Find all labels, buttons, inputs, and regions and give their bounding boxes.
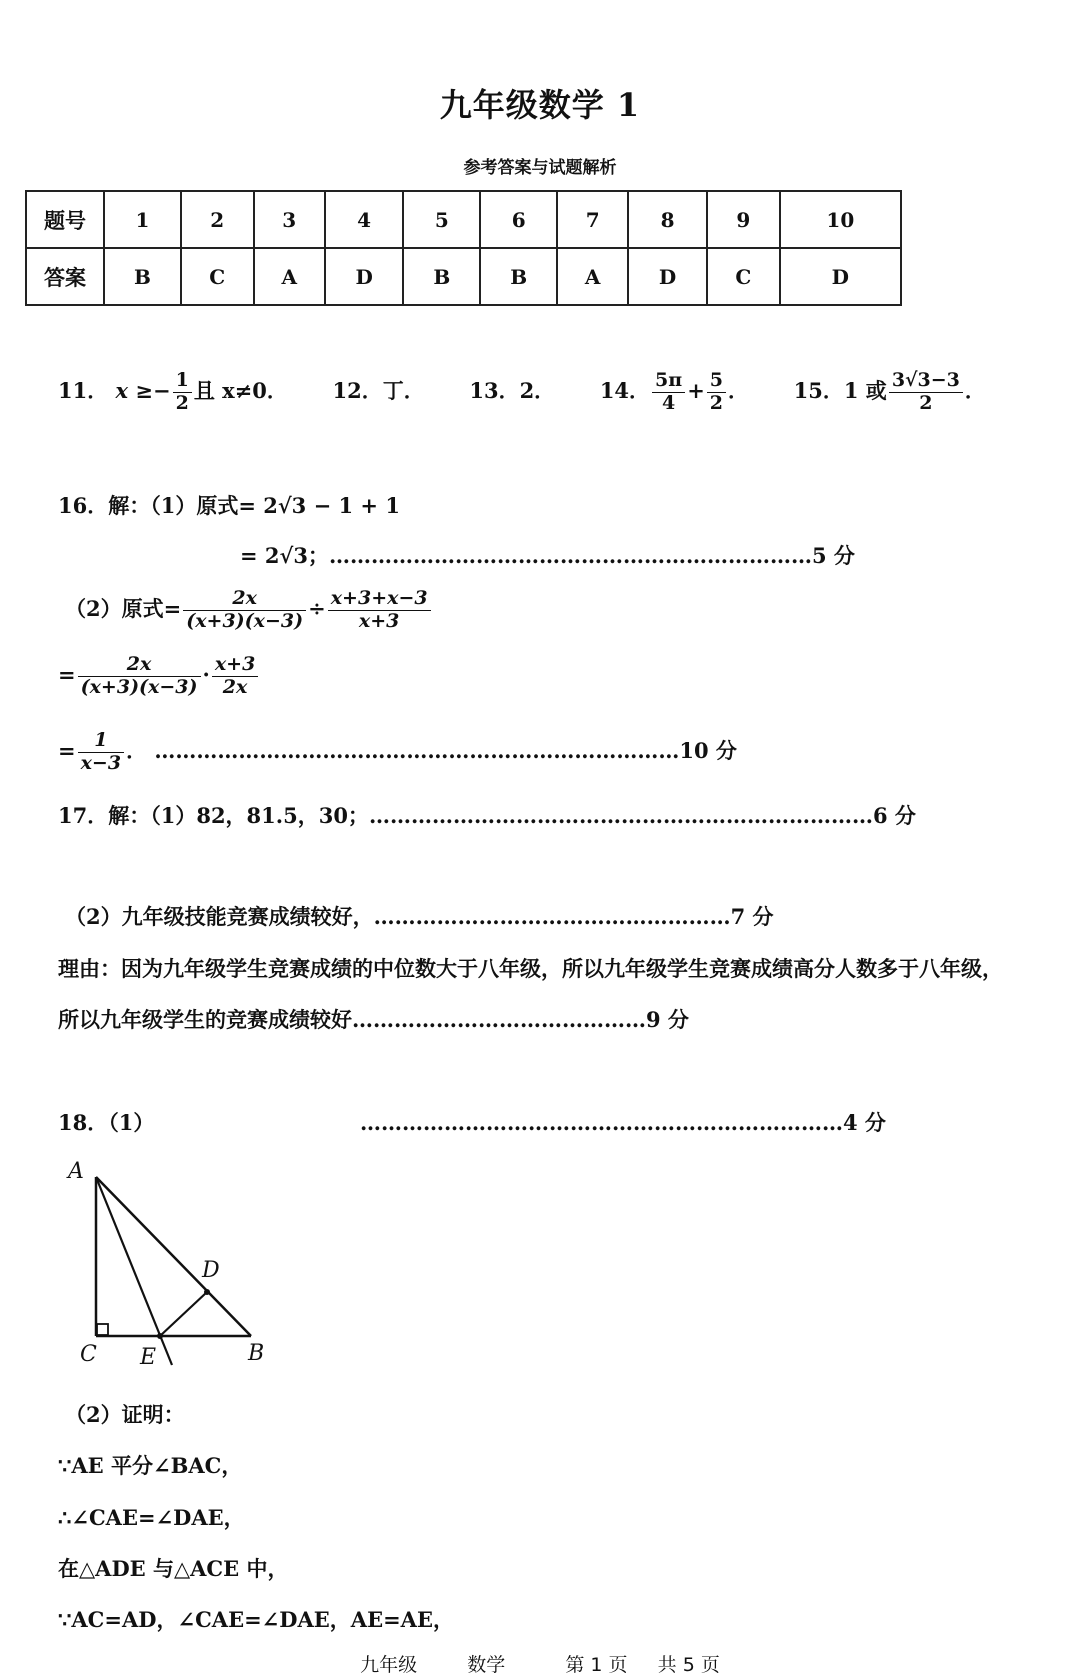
q16-f1-den: (x+3)(x−3) (186, 609, 304, 632)
geometry-figure (60, 1150, 300, 1380)
table-cell: C (707, 248, 780, 305)
label-point-E: E (140, 1345, 157, 1370)
q18-part2: （2）证明： (65, 1402, 185, 1427)
table-cell: 10 (780, 191, 901, 248)
q16-line2-text: = 2√3； (240, 543, 329, 568)
q16-part2 (65, 588, 433, 633)
q16-f2-den: x+3 (358, 609, 400, 632)
label-point-B: B (248, 1341, 265, 1366)
q15-den: 2 (919, 391, 933, 414)
table-cell: B (480, 248, 557, 305)
q16-f5-num: 1 (78, 730, 124, 753)
footer-page: 第 1 页 (565, 1654, 628, 1676)
table-cell: 4 (325, 191, 404, 248)
q16-fraction-4 (212, 654, 258, 699)
table-row-answers (26, 248, 901, 305)
q11-label: 11． (58, 377, 109, 403)
q11-post: 且 x≠0． (193, 377, 288, 403)
q16-div: ÷ (308, 595, 326, 621)
q14-fraction-2 (707, 370, 726, 415)
page-subtitle: 参考答案与试题解析 (463, 158, 617, 178)
q12-answer: 12．丁． (332, 377, 425, 403)
q18-proof-line4: ∵AC=AD，∠CAE=∠DAE，AE=AE， (58, 1607, 454, 1632)
q11-fraction (173, 370, 192, 415)
q16-fraction-2 (328, 588, 431, 633)
q16-fraction-3 (78, 654, 201, 699)
table-cell: 5 (403, 191, 480, 248)
q15-fraction (889, 370, 963, 415)
table-cell: D (780, 248, 901, 305)
label-point-A: A (68, 1159, 84, 1184)
q16-line1: 16．解：（1）原式= 2√3 − 1 + 1 (58, 493, 400, 518)
table-cell: 9 (707, 191, 780, 248)
table-cell: 2 (181, 191, 254, 248)
q16-final-end: ． (126, 737, 148, 763)
q14-label: 14． (599, 377, 651, 403)
q18-proof-line1: ∵AE 平分∠BAC， (58, 1453, 243, 1478)
segment-AB (96, 1177, 251, 1336)
page-footer (0, 1650, 1080, 1677)
table-cell: 1 (104, 191, 181, 248)
q17-line4-text: 所以九年级学生的竞赛成绩较好 (58, 1007, 352, 1032)
q14-num2: 5 (707, 370, 726, 393)
q11-pre: x ≥− (115, 377, 171, 403)
table-cell: B (403, 248, 480, 305)
footer-grade: 九年级 (360, 1654, 418, 1676)
table-cell: D (325, 248, 404, 305)
table-header-number: 题号 (26, 191, 104, 248)
q16-f5-den: x−3 (80, 751, 122, 774)
q14-den1: 4 (662, 391, 676, 414)
fill-in-answers (58, 370, 986, 415)
q14-plus: + (687, 377, 705, 403)
q16-part2-label: （2）原式= (65, 595, 182, 621)
q16-fraction-1 (183, 588, 306, 633)
page-title: 九年级数学 1 (439, 86, 641, 124)
point-E-dot (157, 1333, 163, 1339)
q17-line1-text: 17．解：（1）82，81.5，30； (58, 803, 369, 828)
segment-ED (160, 1292, 207, 1336)
q11-den: 2 (175, 391, 189, 414)
table-cell: 3 (254, 191, 325, 248)
table-row-numbers (26, 191, 901, 248)
q17-line1-score: ………………………………………………………………6 分 (368, 803, 916, 828)
q16-line2-score: ……………………………………………………………5 分 (328, 543, 855, 568)
q17-line2 (65, 901, 774, 931)
footer-subject: 数学 (467, 1654, 506, 1676)
q18-label: 18．（1） (58, 1110, 155, 1135)
q16-f2-num: x+3+x−3 (328, 588, 431, 611)
q16-f1-num: 2x (183, 588, 306, 611)
q11-num: 1 (173, 370, 192, 393)
q15-label: 15．1 或 (793, 377, 887, 403)
q16-f4-den: 2x (222, 675, 248, 698)
q14-end: ． (728, 377, 750, 403)
table-cell: C (181, 248, 254, 305)
q14-fraction-1 (652, 370, 685, 415)
table-cell: 6 (480, 191, 557, 248)
q18-proof-line2: ∴∠CAE=∠DAE， (58, 1505, 245, 1530)
q15-num: 3√3−3 (889, 370, 963, 393)
q16-line2 (240, 540, 855, 570)
label-point-D: D (202, 1258, 220, 1283)
q17-line3: 理由：因为九年级学生竞赛成绩的中位数大于八年级，所以九年级学生竞赛成绩高分人数多于八年级， (58, 956, 1003, 981)
q13-answer: 13．2． (469, 377, 556, 403)
q17-line4-score: ……………………………………9 分 (352, 1007, 689, 1032)
point-D-dot (204, 1289, 210, 1295)
table-cell: 8 (628, 191, 707, 248)
table-cell: B (104, 248, 181, 305)
q15-end: ． (964, 377, 986, 403)
q16-step2 (58, 654, 260, 699)
q17-line2-score: ……………………………………………7 分 (373, 904, 774, 929)
q16-f3-den: (x+3)(x−3) (80, 675, 198, 698)
q16-eq-2: = (58, 737, 76, 763)
q18-score: ……………………………………………………………4 分 (360, 1110, 886, 1135)
q16-fraction-5 (78, 730, 124, 775)
q14-den2: 2 (709, 391, 724, 414)
label-point-C: C (80, 1342, 97, 1367)
footer-total: 共 5 页 (657, 1654, 720, 1676)
table-cell: A (254, 248, 325, 305)
table-cell: D (628, 248, 707, 305)
answer-table (25, 190, 902, 306)
q16-step3 (58, 730, 737, 775)
q18-proof-line3: 在△ADE 与△ACE 中， (58, 1556, 289, 1581)
right-angle-mark (97, 1324, 108, 1335)
q14-num1: 5π (652, 370, 685, 393)
q16-f4-num: x+3 (212, 654, 258, 677)
q17-line2-text: （2）九年级技能竞赛成绩较好， (65, 904, 374, 929)
table-cell: A (557, 248, 628, 305)
q16-dot: · (202, 661, 210, 687)
q17-line4 (58, 1004, 689, 1034)
q16-eq-1: = (58, 661, 76, 687)
q17-line1 (58, 800, 916, 830)
table-header-answer: 答案 (26, 248, 104, 305)
q16-f3-num: 2x (78, 654, 201, 677)
table-cell: 7 (557, 191, 628, 248)
q16-final-score: …………………………………………………………………10 分 (154, 737, 737, 763)
